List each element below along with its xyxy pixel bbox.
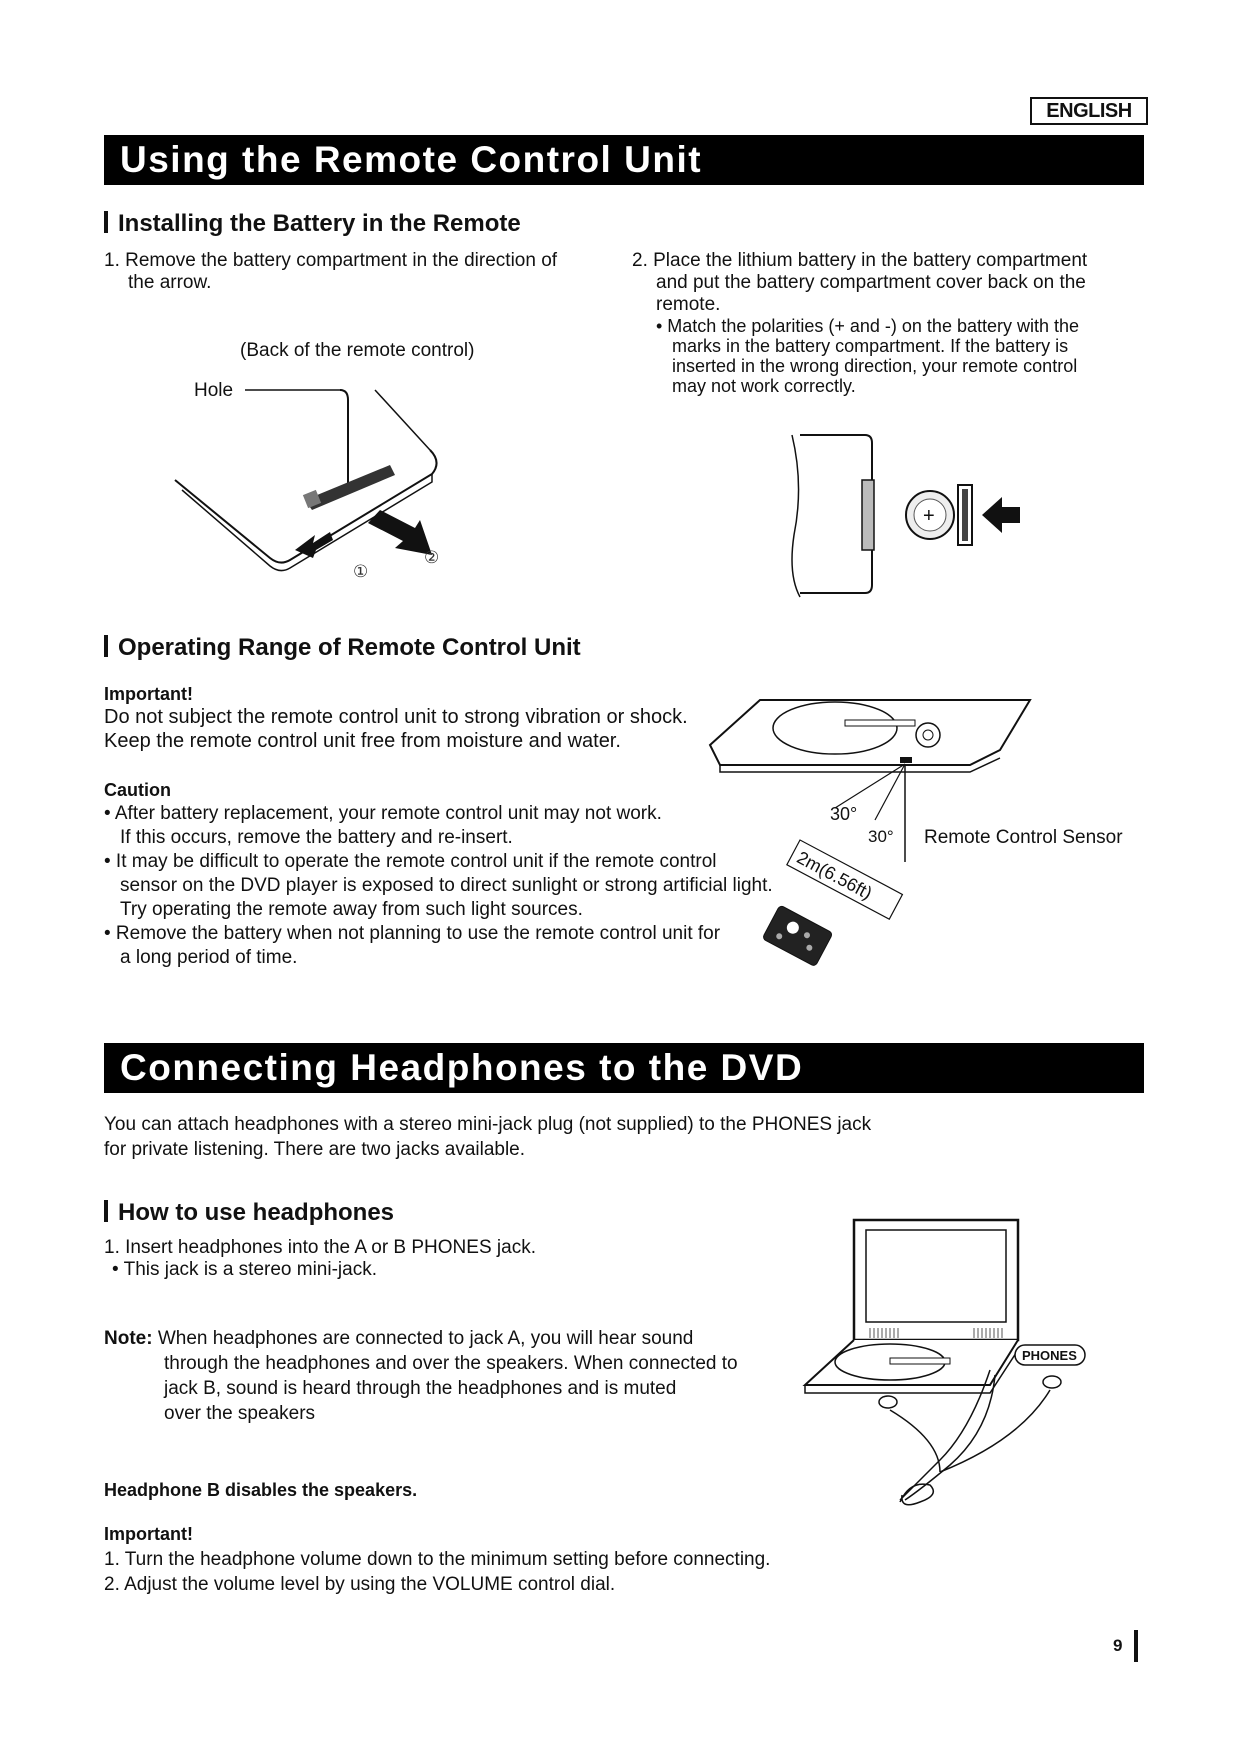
bullet-line3: inserted in the wrong direction, your remote control	[672, 356, 1078, 376]
install-step-2	[632, 250, 1152, 396]
howto-step1-bullet: • This jack is a stereo mini-jack.	[112, 1259, 377, 1280]
dvd-screen	[866, 1230, 1006, 1322]
remote-back-illustration	[170, 370, 470, 590]
important-step-1: 1. Turn the headphone volume down to the minimum setting before connecting.	[104, 1549, 771, 1570]
heading-installing-battery	[104, 210, 521, 238]
page-number-bar	[1134, 1630, 1138, 1662]
note-line3: jack B, sound is heard through the headphones and is muted	[164, 1378, 677, 1399]
phones-label: PHONES	[1022, 1348, 1077, 1363]
earbud-right-icon	[1043, 1376, 1061, 1388]
heading-bar	[104, 635, 108, 657]
note-line1: When headphones are connected to jack A, you will hear sound	[157, 1328, 694, 1349]
dvd-headphones-illustration	[790, 1210, 1100, 1510]
range-caution-block	[104, 778, 804, 970]
range-important-block	[104, 683, 724, 753]
intro-line2: for private listening. There are two jacks available.	[104, 1139, 526, 1160]
caution-3a: • Remove the battery when not planning to use the remote control unit for	[104, 923, 721, 944]
step2-line1: 2. Place the lithium battery in the battery compartment	[632, 250, 1088, 271]
caution-1a: • After battery replacement, your remote control unit may not work.	[104, 803, 662, 824]
remote-sensor-label: Remote Control Sensor	[924, 827, 1123, 848]
angle-left-label: 30°	[830, 804, 858, 824]
headphones-note	[104, 1326, 784, 1426]
distance-label: 2m(6.56ft)	[793, 847, 876, 904]
caution-2c: Try operating the remote away from such light sources.	[120, 899, 583, 920]
step-marker-1: ①	[353, 562, 369, 581]
intro-line1: You can attach headphones with a stereo mini-jack plug (not supplied) to the PHONES jack	[104, 1114, 872, 1135]
language-badge: ENGLISH	[1030, 97, 1148, 125]
angle-right-label: 30°	[868, 827, 894, 846]
caution-label: Caution	[104, 780, 171, 800]
caution-3b: a long period of time.	[120, 947, 298, 968]
important-step-2: 2. Adjust the volume level by using the VOLUME control dial.	[104, 1574, 616, 1595]
step1-line2: the arrow.	[128, 272, 212, 293]
note-line4: over the speakers	[164, 1403, 316, 1424]
figure-caption-back-remote: (Back of the remote control)	[240, 340, 475, 361]
dvd-player-outline	[710, 700, 1030, 765]
step2-line3: remote.	[656, 294, 721, 315]
headphones-step-1	[104, 1237, 704, 1281]
bullet-line2: marks in the battery compartment. If the battery is	[672, 336, 1069, 356]
sensor-marker	[900, 757, 912, 763]
battery-insert-illustration	[780, 425, 1060, 605]
section-title-remote-control: Using the Remote Control Unit	[104, 135, 1144, 185]
important-label-2: Important!	[104, 1524, 193, 1544]
important-line2: Keep the remote control unit free from moisture and water.	[104, 730, 621, 752]
headphones-important-block	[104, 1522, 904, 1597]
note-label: Note:	[104, 1328, 153, 1349]
heading-how-to-use-headphones	[104, 1199, 394, 1227]
heading-bar	[104, 211, 108, 233]
caution-2a: • It may be difficult to operate the remote control unit if the remote control	[104, 851, 717, 872]
insert-arrow-icon	[982, 497, 1020, 533]
hole-label: Hole	[194, 380, 234, 401]
heading-operating-range	[104, 634, 581, 662]
important-label: Important!	[104, 684, 193, 704]
important-line1: Do not subject the remote control unit to strong vibration or shock.	[104, 706, 688, 728]
step1-line1: 1. Remove the battery compartment in the direction of	[104, 250, 558, 271]
remote-control-icon	[762, 905, 833, 967]
heading-text: How to use headphones	[118, 1199, 395, 1226]
step-marker-2: ②	[424, 548, 440, 567]
note-line2: through the headphones and over the speakers. When connected to	[164, 1353, 738, 1374]
bullet-line1: • Match the polarities (+ and -) on the battery with the	[656, 316, 1080, 336]
heading-text: Operating Range of Remote Control Unit	[118, 634, 581, 661]
caution-1b: If this occurs, remove the battery and re-insert.	[120, 827, 513, 848]
install-step-1	[104, 250, 624, 294]
earbud-left-icon	[879, 1396, 897, 1408]
headphone-b-warning: Headphone B disables the speakers.	[104, 1480, 418, 1500]
step2-line2: and put the battery compartment cover back on the	[656, 272, 1086, 293]
caution-2b: sensor on the DVD player is exposed to direct sunlight or strong artificial light.	[120, 875, 773, 896]
heading-bar	[104, 1200, 108, 1222]
howto-step1: 1. Insert headphones into the A or B PHONES jack.	[104, 1237, 536, 1258]
section-title-headphones: Connecting Headphones to the DVD	[104, 1043, 1144, 1093]
page-number: 9	[1113, 1636, 1123, 1655]
headphones-intro	[104, 1112, 1004, 1162]
heading-text: Installing the Battery in the Remote	[118, 210, 521, 237]
plus-sign: +	[923, 505, 935, 527]
bullet-line4: may not work correctly.	[672, 376, 856, 396]
arrow-2-icon	[368, 510, 432, 555]
